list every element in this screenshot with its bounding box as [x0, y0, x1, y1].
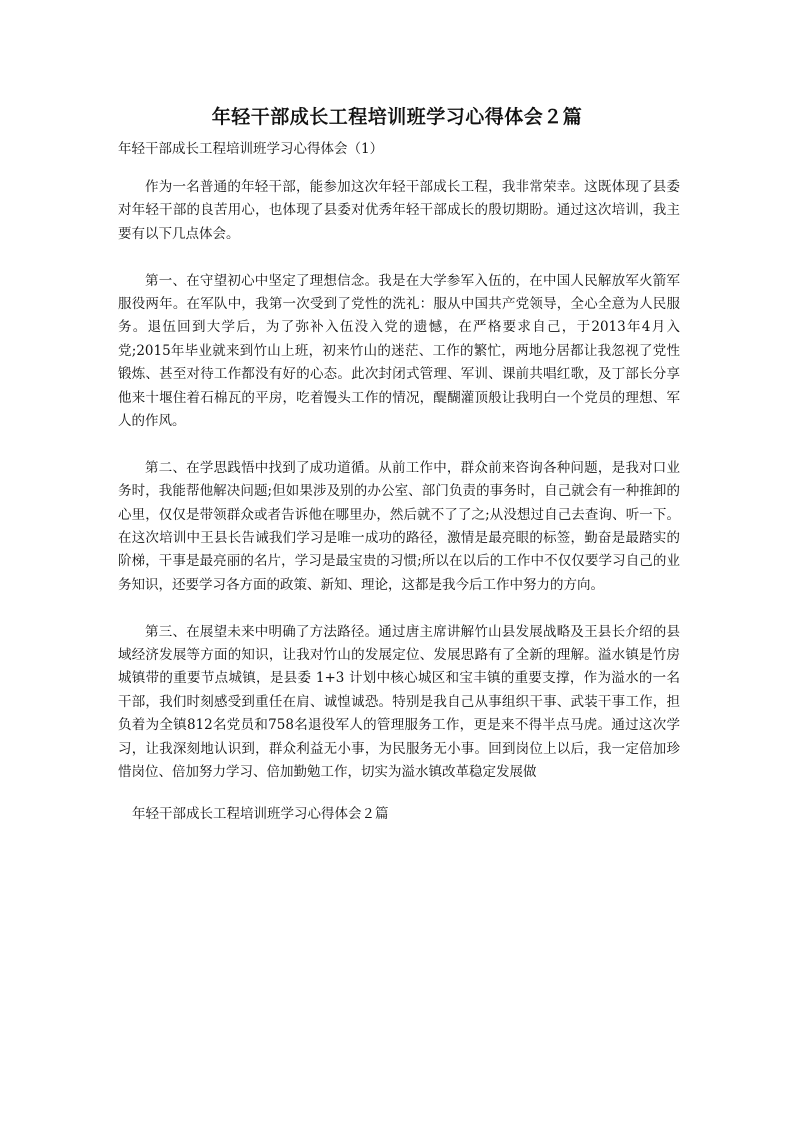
page-footer: 年轻干部成长工程培训班学习心得体会２篇 — [132, 806, 389, 822]
paragraph-intro: 作为一名普通的年轻干部，能参加这次年轻干部成长工程，我非常荣幸。这既体现了县委对年轻干部的良苦用心，也体现了县委对优秀年轻干部成长的殷切期盼。通过这次培训，我主要有以下几点体会。 — [118, 179, 680, 242]
section-heading: 年轻干部成长工程培训班学习心得体会（1） — [118, 141, 384, 157]
document-body — [118, 176, 680, 808]
paragraph-second-point: 第二、在学思践悟中找到了成功道循。从前工作中，群众前来咨询各种问题，是我对口业务时，我能帮他解决问题;但如果涉及别的办公室、部门负责的事务时，自己就会有一种推卸的心里，仅仅是带领群众或者告诉他在哪里办，然后就不了了之;从没想过自己去查询、听一下。在这次培训中王县长告诫我们学习是唯一成功的路径，激情是最亮眼的标签，勤奋是最踏实的阶梯，干事是最亮丽的名片，学习是最宝贵的习惯;所以在以后的工作中不仅仅要学习自己的业务知识，还要学习各方面的政策、新知、理论，这都是我今后工作中努力的方向。 — [118, 459, 680, 593]
document-title: 年轻干部成长工程培训班学习心得体会２篇 — [211, 106, 583, 128]
paragraph-first-point: 第一、在守望初心中坚定了理想信念。我是在大学参军入伍的，在中国人民解放军火箭军服役两年。在军队中，我第一次受到了党性的洗礼：服从中国共产党领导，全心全意为人民服务。退伍回到大学后，为了弥补入伍没入党的遗憾，在严格要求自己，于2013年4月入党;2015年毕业就来到竹山上班，初来竹山的迷茫、工作的繁忙，两地分居都让我忽视了党性锻炼、甚至对待工作都没有好的心态。此次封闭式管理、军训、课前共唱红歌，及丁部长分享他来十堰住着石棉瓦的平房，吃着馒头工作的情况，醍醐灌顶般让我明白一个党员的理想、军人的作风。 — [118, 272, 680, 430]
paragraph-third-point: 第三、在展望未来中明确了方法路径。通过唐主席讲解竹山县发展战略及王县长介绍的县域经济发展等方面的知识，让我对竹山的发展定位、发展思路有了全新的理解。溢水镇是竹房城镇带的重要节点城镇，是县委 1+3 计划中核心城区和宝丰镇的重要支撑，作为溢水的一名干部，我们时刻感受到重任在肩、诚惶诚恐。特别是我自己从事组织干事、武装干事工作，担负着为全镇812名党员和758名退役军人的管理服务工作，更是来不得半点马虎。通过这次学习，让我深刻地认识到，群众利益无小事，为民服务无小事。回到岗位上以后，我一定倍加珍惜岗位、倍加努力学习、倍加勤勉工作，切实为溢水镇改革稳定发展做 — [118, 623, 680, 781]
